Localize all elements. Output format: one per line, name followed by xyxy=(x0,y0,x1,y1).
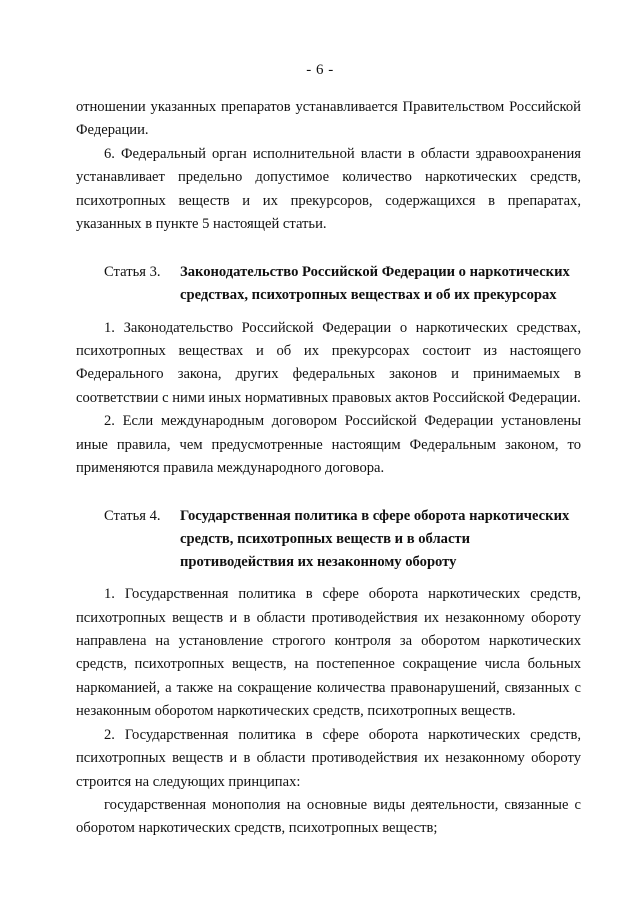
article-4-heading xyxy=(76,505,581,573)
article-4-paragraph-2: 2. Государственная политика в сфере оборота наркотических средств, психотропных веществ и в области противодействия их незаконному обороту строится на следующих принципах: xyxy=(76,726,581,790)
document-body xyxy=(76,96,581,841)
article-3-heading xyxy=(76,261,581,306)
paragraph-continuation: отношении указанных препаратов устанавливается Правительством Российской Федерации. xyxy=(76,99,581,139)
article-4-number: Статья 4. xyxy=(104,508,161,525)
article-3-title: Законодательство Российской Федерации о наркотических средствах, психотропных веществах и об их прекурсорах xyxy=(180,264,570,304)
article-3-paragraph-2: 2. Если международным договором Российской Федерации установлены иные правила, чем предусмотренные настоящим Федеральным законом, то применяются правила международного договора. xyxy=(76,413,581,477)
page-number: - 6 - xyxy=(306,62,334,78)
paragraph-item-6: 6. Федеральный орган исполнительной власти в области здравоохранения устанавливает предельно допустимое количество наркотических средств, психотропных веществ и их прекурсоров, содержащихся в препаратах, указанных в пункте 5 настоящей статьи. xyxy=(76,145,581,233)
article-3-number: Статья 3. xyxy=(104,264,161,281)
article-3-paragraph-1: 1. Законодательство Российской Федерации о наркотических средствах, психотропных веществах и об их прекурсорах состоит из настоящего Федерального закона, других федеральных законов и принимаемых в соответствии с ними иных нормативных правовых актов Российской Федерации. xyxy=(76,319,581,406)
article-4-paragraph-1: 1. Государственная политика в сфере оборота наркотических средств, психотропных веществ и в области противодействия их незаконному обороту направлена на установление строгого контроля за оборотом наркотических средств, психотропных веществ, на постепенное сокращение числа больных наркоманией, а также на сокращение количества правонарушений, связанных с незаконным оборотом наркотических средств, психотропных веществ. xyxy=(76,586,581,720)
article-4-title: Государственная политика в сфере оборота наркотических средств, психотропных веществ и в области противодействия их незаконному обороту xyxy=(180,508,570,570)
article-4-principle-1: государственная монополия на основные виды деятельности, связанные с оборотом наркотических средств, психотропных веществ; xyxy=(76,796,581,837)
